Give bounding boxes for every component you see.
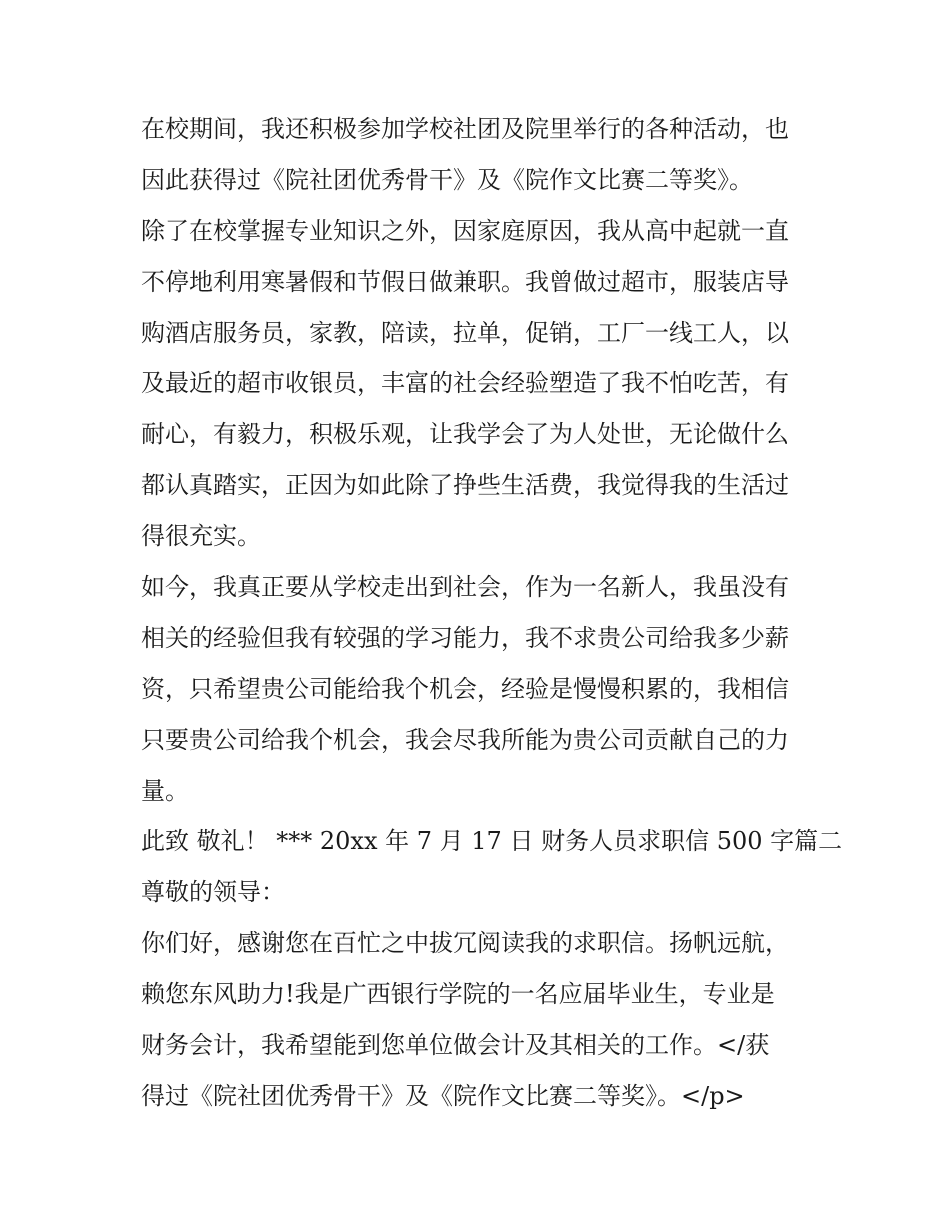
text-line: 如今，我真正要从学校走出到社会，作为一名新人，我虽没有 <box>141 573 789 602</box>
text-line: 赖您东风助力!我是广西银行学院的一名应届毕业生，专业是 <box>141 980 775 1009</box>
text-line: 都认真踏实，正因为如此除了挣些生活费，我觉得我的生活过 <box>141 471 789 500</box>
text-line: 量。 <box>141 776 189 805</box>
text-line: 在校期间，我还积极参加学校社团及院里举行的各种活动，也 <box>141 115 789 143</box>
text-line: 耐心，有毅力，积极乐观，让我学会了为人处世，无论做什么 <box>141 420 789 449</box>
text-line: 你们好，感谢您在百忙之中拔冗阅读我的求职信。扬帆远航， <box>141 929 789 958</box>
text-line: 资，只希望贵公司能给我个机会，经验是慢慢积累的，我相信 <box>141 674 789 703</box>
text-line: 得很充实。 <box>141 522 261 551</box>
text-line: 不停地利用寒暑假和节假日做兼职。我曾做过超市，服装店导 <box>141 267 789 296</box>
text-line: 尊敬的领导： <box>141 878 285 907</box>
text-line: 相关的经验但我有较强的学习能力，我不求贵公司给我多少薪 <box>141 623 789 652</box>
text-line: 购酒店服务员，家教，陪读，拉单，促销，工厂一线工人，以 <box>141 318 789 347</box>
text-line: 财务会计，我希望能到您单位做会计及其相关的工作。</获 <box>141 1031 770 1060</box>
text-line: 因此获得过《院社团优秀骨干》及《院作文比赛二等奖》。 <box>141 165 753 194</box>
text-line: 只要贵公司给我个机会，我会尽我所能为贵公司贡献自己的力 <box>141 725 789 754</box>
letter-body <box>141 104 843 1122</box>
text-line: 除了在校掌握专业知识之外，因家庭原因，我从高中起就一直 <box>141 216 789 245</box>
text-line: 得过《院社团优秀骨干》及《院作文比赛二等奖》。</p> <box>141 1081 745 1110</box>
text-line: 此致 敬礼！ *** 20xx 年 7 月 17 日 财务人员求职信 500 字篇二 <box>141 827 843 856</box>
text-line: 及最近的超市收银员，丰富的社会经验塑造了我不怕吃苦，有 <box>141 369 789 398</box>
